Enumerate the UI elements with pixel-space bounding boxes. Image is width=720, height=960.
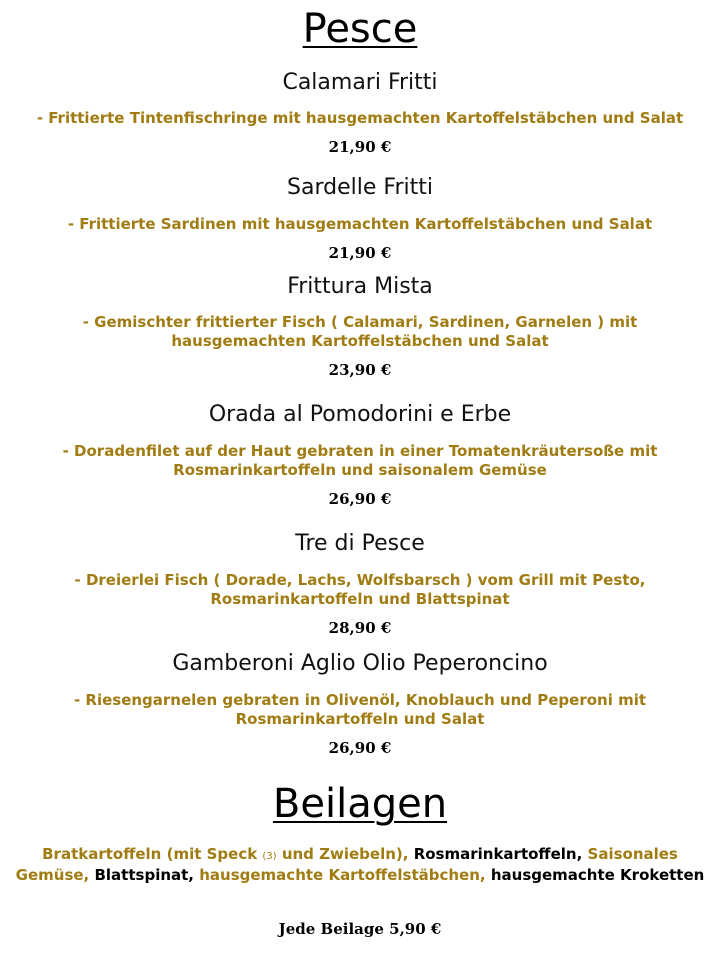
dish-price: 21,90 € [328, 138, 392, 156]
side-dishes-list [10, 845, 710, 885]
dish-name: Gamberoni Aglio Olio Peperoncino [172, 651, 548, 676]
dish-description: - Frittierte Tintenfischringe mit hausgemachten Kartoffelstäbchen und Salat [36, 109, 684, 127]
side-item: und Zwiebeln), [276, 845, 409, 863]
allergen-note: (3) [262, 851, 277, 862]
dish-description: Rosmarinkartoffeln und saisonalem Gemüse [173, 461, 547, 479]
dish-price: 26,90 € [328, 490, 392, 508]
dish-description: Rosmarinkartoffeln und Blattspinat [210, 590, 510, 608]
dish-name: Sardelle Fritti [287, 175, 433, 200]
side-item: Bratkartoffeln (mit Speck [42, 845, 263, 863]
side-item: hausgemachte Kroketten [490, 866, 705, 884]
dish-price: 21,90 € [328, 244, 392, 262]
section-title-beilagen: Beilagen [272, 781, 448, 827]
dish-name: Frittura Mista [287, 274, 433, 299]
side-price-note: Jede Beilage 5,90 € [278, 920, 442, 938]
dish-description: - Gemischter frittierter Fisch ( Calamari, Sardinen, Garnelen ) mit [82, 313, 638, 331]
side-item: Rosmarinkartoffeln, [413, 845, 583, 863]
dish-name: Orada al Pomodorini e Erbe [208, 402, 512, 427]
side-item: Saisonales Gemüse, [15, 845, 678, 884]
dish-price: 23,90 € [328, 361, 392, 379]
section-title-pesce: Pesce [302, 6, 418, 52]
dish-description: - Riesengarnelen gebraten in Olivenöl, Knoblauch und Peperoni mit [73, 691, 647, 709]
dish-description: hausgemachten Kartoffelstäbchen und Salat [171, 332, 549, 350]
dish-name: Tre di Pesce [295, 531, 425, 556]
dish-name: Calamari Fritti [282, 70, 438, 95]
side-item: Blattspinat, [94, 866, 194, 884]
dish-price: 26,90 € [328, 739, 392, 757]
dish-price: 28,90 € [328, 619, 392, 637]
dish-description: - Doradenfilet auf der Haut gebraten in einer Tomatenkräutersoße mit [62, 442, 658, 460]
side-item: hausgemachte Kartoffelstäbchen, [199, 866, 486, 884]
dish-description: Rosmarinkartoffeln und Salat [235, 710, 485, 728]
dish-description: - Dreierlei Fisch ( Dorade, Lachs, Wolfsbarsch ) vom Grill mit Pesto, [74, 571, 646, 589]
dish-description: - Frittierte Sardinen mit hausgemachten Kartoffelstäbchen und Salat [67, 215, 653, 233]
